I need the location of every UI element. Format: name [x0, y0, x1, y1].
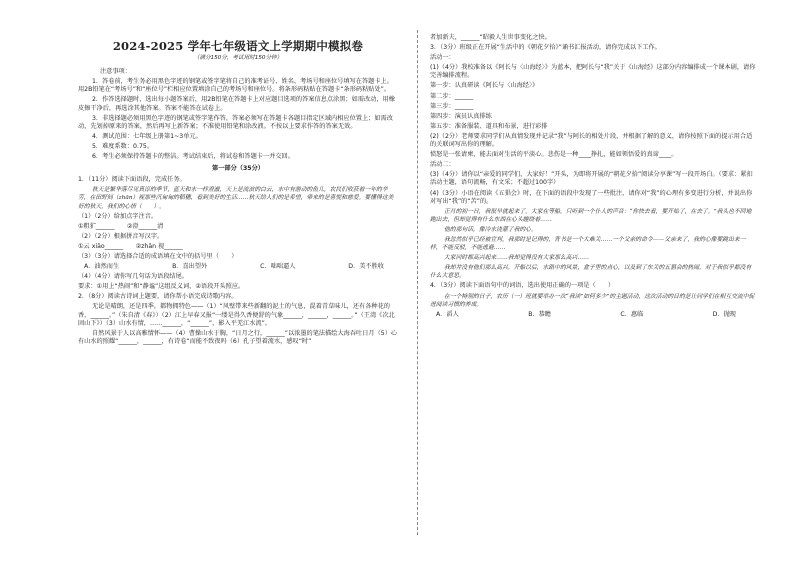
- option-c: C．咄咄逼人: [260, 263, 296, 271]
- question-1: 1．（11分）阅读下面语段，完成任务。: [78, 176, 186, 184]
- option-a: A．滔人: [436, 310, 459, 318]
- right-column: [430, 34, 756, 321]
- passage-paragraph-4: 大家同时都高兴起来……我却觉得没有大家那么高兴……: [444, 255, 589, 262]
- question-1-4: （4）（4分）请你写几句话为语段结尾。: [78, 273, 188, 281]
- step-1: 第一步：认真研读《阿长与〈山海经〉》: [430, 82, 539, 90]
- activity-2-subtask-3: (3)（4分）请你以“亲爱的同学们，大家好！”开头，为即将开展的“朝花夕拾”阅读分享课”写一段开场白。（要求：紧扣活动主题，语句流畅，有文采；不超过100字）: [430, 171, 753, 187]
- step-3: 第三步：______: [430, 102, 474, 110]
- question-1-4-requirement: 要求：①用上“热闹”和“静谧”这组反义词，②语段开头照应。: [78, 283, 245, 291]
- exam-title: 2024-2025 学年七年级语文上学期期中模拟卷: [112, 39, 364, 53]
- option-d: D．抛现: [712, 310, 736, 318]
- step-2: 第二步：______: [430, 92, 474, 100]
- question-1-1-items: ①粗犷______ ②澄______清: [78, 222, 164, 230]
- question-1-2: （2）（2分）根据拼音写汉字。: [78, 232, 164, 240]
- activity-2-subtask-4: (4)（3分）小语在阅读《五猖会》时，在下面的语段中发现了一些批注，请你对“我”的心理有多变进行分析，并说出你对写出“我”的“苦”的。: [430, 189, 753, 205]
- notice-5: 5．难度系数：0.75。: [92, 142, 154, 150]
- activity-1-task: (1)（4分）我校准备以《阿长与〈山海经〉》为蓝本，把阿长与“我”关于《山海经》这部分内容编排成一个课本剧，请你完善编排流程。: [430, 64, 756, 80]
- exam-subtitle: （满分150分，考试用时150分钟）: [193, 55, 283, 62]
- passage-paragraph-3: 我忽然似乎已经被宣判，我那时是记得的，背书是一个大难关……一个父亲的命令——父亲来了，我的心像要跳出来一样，不能反驳，不能逃避……: [430, 236, 746, 252]
- question-3: 3．（3分）班级正在开展“生活中的《朝花夕拾》”诵书汇报活动，请你完成以下工作。: [430, 44, 661, 52]
- question-4: 4．（3分）阅读下面语句中的词语，选出使用正确的一项是（ ）: [430, 282, 615, 290]
- notice-1: 1．答卷前，考生务必用黑色字迹的钢笔或签字笔将自己的准考证号、姓名、考场号和座位号填写在答题卡上。用2B铅笔在“考场号”和“座位号”栏相应位置填涂自己的考场号和座位号。将条形码粘贴在答题卡“条形码粘贴处”。: [78, 78, 393, 94]
- column-divider: [417, 30, 418, 535]
- question-4-options: [436, 311, 736, 319]
- question-1-3-options: [84, 263, 384, 271]
- activity-1-heading: 活动一：: [430, 54, 455, 62]
- passage-paragraph-2: 他的那句话，像冷水浇灌了我的心。: [444, 226, 537, 233]
- notice-2: 2．作答选择题时，选出每小题答案后，用2B铅笔在答题卡上对应题目选项的答案信息点涂黑；如需改动，用橡皮擦干净后，再选涂其他答案。答案不能答在试卷上。: [78, 96, 395, 112]
- question-1-passage: 秋天是繁华落尽见真淳的季节，蓝天和水一样澄澈，天上是流浪的白云，水中有游动的鱼儿，农民们收获着一年的辛劳，在田野间（zhān）视那些沉甸甸的稻穗，看到美好的生活……秋天给人们的是希望，带来的是喜悦和慈爱。要懂得这美好的秋天，我们的心情（ ）。: [78, 187, 394, 210]
- question-1-1: （1）（2分）给加点字注音。: [78, 212, 158, 220]
- step-4: 第四步：演员认真排练: [430, 112, 492, 120]
- question-2: 2．（8分）阅读古诗词上题要，请你帮小语完成诗歌内容。: [78, 293, 238, 301]
- notice-6: 6．考生必须保持答题卡的整洁。考试结束后，将试卷和答题卡一并交回。: [92, 153, 294, 161]
- question-1-2-items: ①云 xiāo______ ②zhān 视______: [78, 242, 183, 250]
- passage-paragraph-5: 我却并没有他们那么高兴。开船以后，水路中的风景，盒子里的点心，以及到了东关的五猖会的热闹，对于我似乎都没有什么大意思。: [430, 265, 752, 280]
- activity-2-heading: 活动二：: [430, 161, 455, 169]
- option-c: C．惠临: [620, 310, 644, 318]
- question-1-3: （3）（3分）请选择合适的成语填在文中的括号里（ ）: [78, 252, 238, 260]
- step-5: 第五步：准备服装、道具和布景，进行彩排: [430, 122, 548, 130]
- question-2-text-2: 自然风景于人以高雅情怀——（4）曹操山水于胸，“日月之行，______”以浓墨的笔法描绘大海吞吐日月（5）心有山水的照耀“______，______，有诗卷“而能不致夜吗（6）孔子望着流水，感叹“时”: [78, 329, 398, 345]
- activity-1-subtask-2: (2)（2分）老师要求同学们从真情发现并记录“我”与阿长的相处片段，并根据了解的意义，请你按照下面的提示用合适的关联词写出你的理解。: [430, 132, 753, 149]
- option-b: B．恭瞻: [528, 310, 551, 318]
- option-b: B．喜出望外: [172, 263, 208, 271]
- notice-3: 3．非选择题必须用黑色字迹的钢笔或签字笔作答，答案必须写在答题卡各题目指定区域内相应位置上；如需改动，先划掉原来的答案，然后再写上新答案；不准使用铅笔和涂改液。不按以上要求作答的答案无效。: [78, 114, 393, 130]
- passage-paragraph-1: 正月的初一日，我很早就起来了。大家在等船，只听到一个仆人的声音：“你快去看，要开始了，在去了。”我头也不回地跑出去，但却觉得有什么东西在心头缠绕着……: [430, 208, 752, 223]
- question-4-text: 在一个特别的日子，农历（一）班就要举办一次“我读”如何多少”的主题活动，这次活动的目的是让同学们在相互交流中促进阅读习惯的养成。: [430, 293, 755, 308]
- notice-4: 4．测试范围：七年级上册第1~3单元。: [92, 132, 202, 140]
- continued-line: 者加新夫，______“昭毅人生世事变化之快。: [430, 34, 551, 41]
- left-column: [78, 34, 398, 348]
- activity-1-subtask-2-text: 愤怒是一张请柬，能去面对生活的平淡心。悲伤是一种____挣扎，能如领悟爱的真谛____。: [430, 151, 678, 159]
- notice-heading: 注意事项：: [100, 68, 131, 76]
- option-d: D．美不胜收: [348, 263, 384, 271]
- option-a: A．油然而生: [84, 263, 120, 271]
- section-heading: 第一部分（35分）: [212, 165, 264, 173]
- question-2-text-1: 无论是晴朗，还是四季，都物拥特色——（1）“风壁带来些新翻的泥土的气息，混着青草味儿，还有各种花的香，______。”（朱自清《春》）（2）江上早春又报“一缕是得久香便舒的气象______，______，______。”（王湾《次北固山下》）（3）山水有情，……______，“______”，影入平羌江水流”。: [78, 303, 395, 327]
